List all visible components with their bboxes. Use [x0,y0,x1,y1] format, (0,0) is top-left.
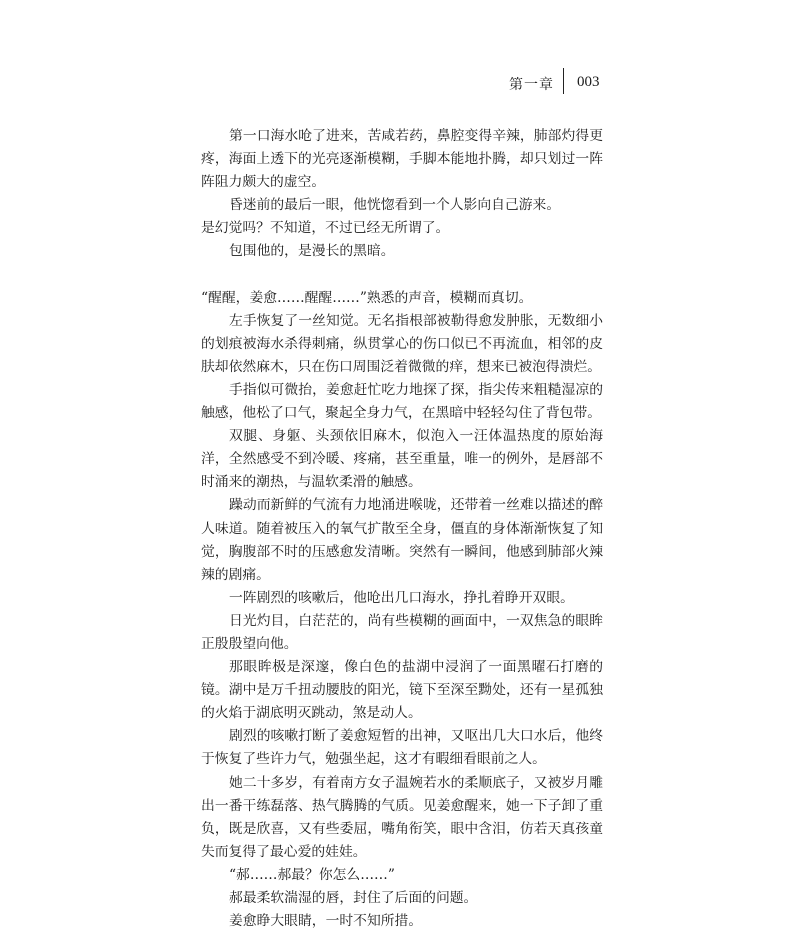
paragraph: 包围他的，是漫长的黑暗。 [229,243,395,260]
paragraph: 日光灼目，白茫茫的，尚有些模糊的画面中，一双焦急的眼眸正殷殷望向他。 [201,612,603,652]
paragraph: 躁动而新鲜的气流有力地涌进喉咙，还带着一丝难以描述的醉人味道。随着被压入的氧气扩散至全身，僵直的身体渐渐恢复了知觉，胸腹部不时的压感愈发清晰。突然有一瞬间，他感到肺部火辣辣的剧痛。 [201,497,603,583]
page-number: 003 [577,74,600,90]
paragraph: 双腿、身躯、头颈依旧麻木，似泡入一汪体温热度的原始海洋，全然感受不到冷暖、疼痛，甚至重量，唯一的例外，是唇部不时涌来的潮热，与温软柔滑的触感。 [201,428,603,491]
paragraph: 一阵剧烈的咳嗽后，他呛出几口海水，挣扎着睁开双眼。 [229,589,574,606]
paragraph: 第一口海水呛了进来，苦咸若药，鼻腔变得辛辣，肺部灼得更疼，海面上透下的光亮逐渐模糊，手脚本能地扑腾，却只划过一阵阵阻力颇大的虚空。 [201,128,603,191]
paragraph: 手指似可微抬，姜愈赶忙吃力地探了探，指尖传来粗糙湿凉的触感，他松了口气，聚起全身力气，在黑暗中轻轻勾住了背包带。 [201,381,603,422]
paragraph: 剧烈的咳嗽打断了姜愈短暂的出神，又呕出几大口水后，他终于恢复了些许力气，勉强坐起，这才有暇细看眼前之人。 [201,728,603,768]
header-divider [563,68,564,94]
body-text [201,125,603,933]
chapter-title: 第一章 [509,77,554,93]
paragraph: 昏迷前的最后一眼，他恍惚看到一个人影向自己游来。 [229,197,561,214]
paragraph: “郝……郝最？你怎么……” [229,866,395,883]
paragraph: “醒醒，姜愈……醒醒……”熟悉的声音，模糊而真切。 [201,289,533,306]
paragraph: 是幻觉吗？不知道，不过已经无所谓了。 [201,220,450,237]
paragraph: 那眼眸极是深邃，像白色的盐湖中浸润了一面黑曜石打磨的镜。湖中是万千扭动腰肢的阳光，镜下至深至黝处，还有一星孤独的火焰于湖底明灭跳动，煞是动人。 [201,659,603,722]
running-header [0,68,800,98]
paragraph: 姜愈睁大眼睛，一时不知所措。 [229,913,423,930]
paragraph: 她二十多岁，有着南方女子温婉若水的柔顺底子，又被岁月雕出一番干练磊落、热气腾腾的气质。见姜愈醒来，她一下子卸了重负，既是欣喜，又有些委屈，嘴角衔笑，眼中含泪，仿若天真孩童失而复得了最心爱的娃娃。 [201,774,603,860]
paragraph: 郝最柔软湍湿的唇，封住了后面的问题。 [229,890,478,906]
paragraph: 左手恢复了一丝知觉。无名指根部被勒得愈发肿胀，无数细小的划痕被海水杀得刺痛，纵贯掌心的伤口似已不再流血，相邻的皮肤却依然麻木，只在伤口周围泛着微微的痒，想来已被泡得溃烂。 [201,312,603,375]
